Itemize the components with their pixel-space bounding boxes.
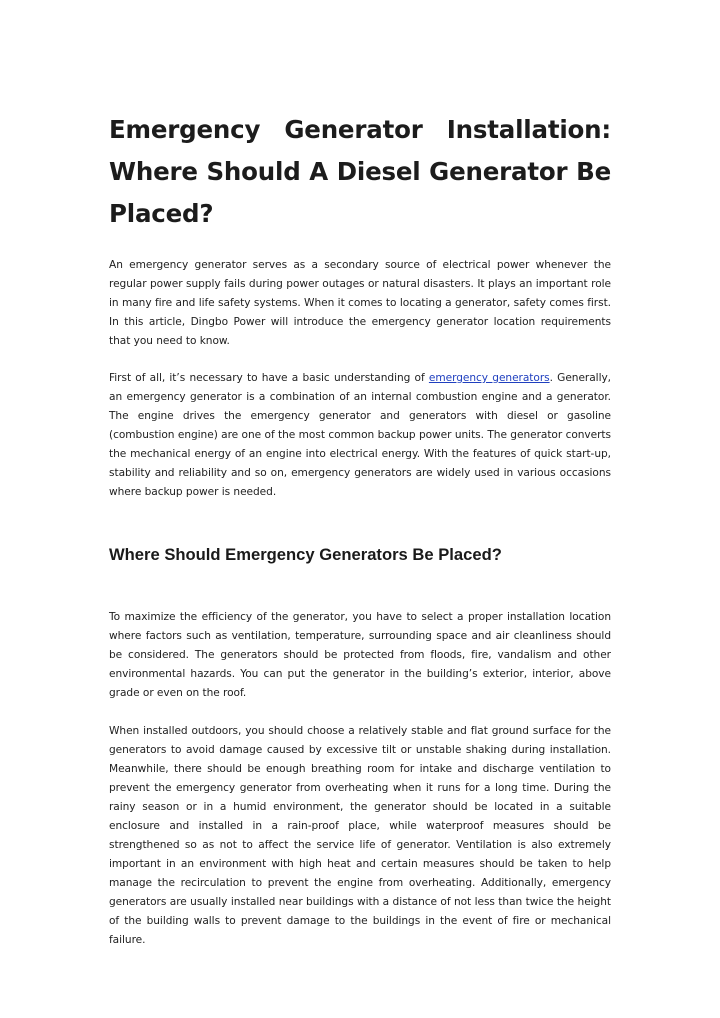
section-heading: Where Should Emergency Generators Be Placed? xyxy=(109,545,502,564)
placement-paragraph: To maximize the efficiency of the generator, you have to select a proper installation location where factors such as ventilation, temperature, surrounding space and air cleanliness should be considered. The generators should be protected from floods, fire, vandalism and other environmental hazards. You can put the generator in the building’s exterior, interior, above grade or even on the roof. xyxy=(109,611,611,699)
emergency-generators-link[interactable]: emergency generators xyxy=(428,372,550,384)
understanding-paragraph xyxy=(109,369,611,502)
outdoors-paragraph: When installed outdoors, you should choose a relatively stable and flat ground surface for the generators to avoid damage caused by excessive tilt or unstable shaking during installation. Meanwhile, there should be enough breathing room for intake and discharge ventilation to prevent the emergency generator from overheating when it runs for a long time. During the rainy season or in a humid environment, the generator should be located in a suitable enclosure and installed in a rain-proof place, while waterproof measures should be strengthened so as not to affect the service life of generator. Ventilation is also extremely important in an environment with high heat and certain measures should be taken to help manage the recirculation to prevent the engine from overheating. Additionally, emergency generators are usually installed near buildings with a distance of not less than twice the height of the building walls to prevent damage to the buildings in the event of fire or mechanical failure. xyxy=(109,725,611,946)
intro-paragraph: An emergency generator serves as a secondary source of electrical power whenever the regular power supply fails during power outages or natural disasters. It plays an important role in many fire and life safety systems. When it comes to locating a generator, safety comes first. In this article, Dingbo Power will introduce the emergency generator location requirements that you need to know. xyxy=(109,259,611,347)
document-title: Emergency Generator Installation: Where Should A Diesel Generator Be Placed? xyxy=(109,115,611,228)
understanding-text-before-link: First of all, it’s necessary to have a basic understanding of xyxy=(109,372,429,384)
understanding-text-after-link: . Generally, an emergency generator is a combination of an internal combustion engine and a generator. The engine drives the emergency generator and generators with diesel or gasoline (combustion engine) are one of the most common backup power units. The generator converts the mechanical energy of an engine into electrical energy. With the features of quick start-up, stability and reliability and so on, emergency generators are widely used in various occasions where backup power is needed. xyxy=(109,372,611,498)
